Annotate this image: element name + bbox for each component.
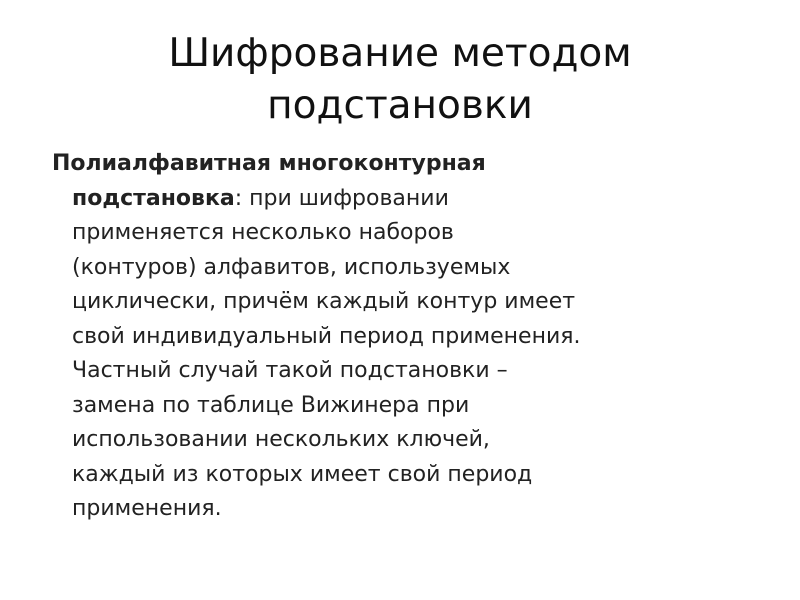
bullet-line-5: циклически, причём каждый контур имеет (72, 289, 576, 314)
bullet-line-4: (контуров) алфавитов, используемых (72, 254, 511, 280)
bullet-term-part-2: подстановка (72, 185, 235, 211)
slide-body (52, 147, 760, 527)
bullet-line-1 (52, 147, 760, 182)
bullet-line-2-rest: : при шифровании (234, 185, 449, 211)
bullet-line-6: свой индивидуальный период применения. (72, 323, 581, 349)
bullet-line-7: Частный случай такой подстановки – (72, 358, 508, 383)
slide-title-line-2: подстановки (267, 83, 533, 128)
slide-title-line-1: Шифрование методом (168, 31, 632, 76)
bullet-line-3: применяется несколько наборов (72, 220, 454, 245)
bullet-term-part-1: Полиалфавитная многоконтурная (52, 151, 486, 176)
bullet-line-2 (72, 182, 760, 217)
bullet-line-11: применения. (72, 496, 222, 521)
bullet-line-9: использовании нескольких ключей, (72, 427, 490, 452)
bullet-paragraph (52, 147, 760, 527)
bullet-line-8: замена по таблице Вижинера при (72, 392, 470, 418)
bullet-line-10: каждый из которых имеет свой период (72, 461, 533, 487)
slide-title (60, 28, 740, 132)
